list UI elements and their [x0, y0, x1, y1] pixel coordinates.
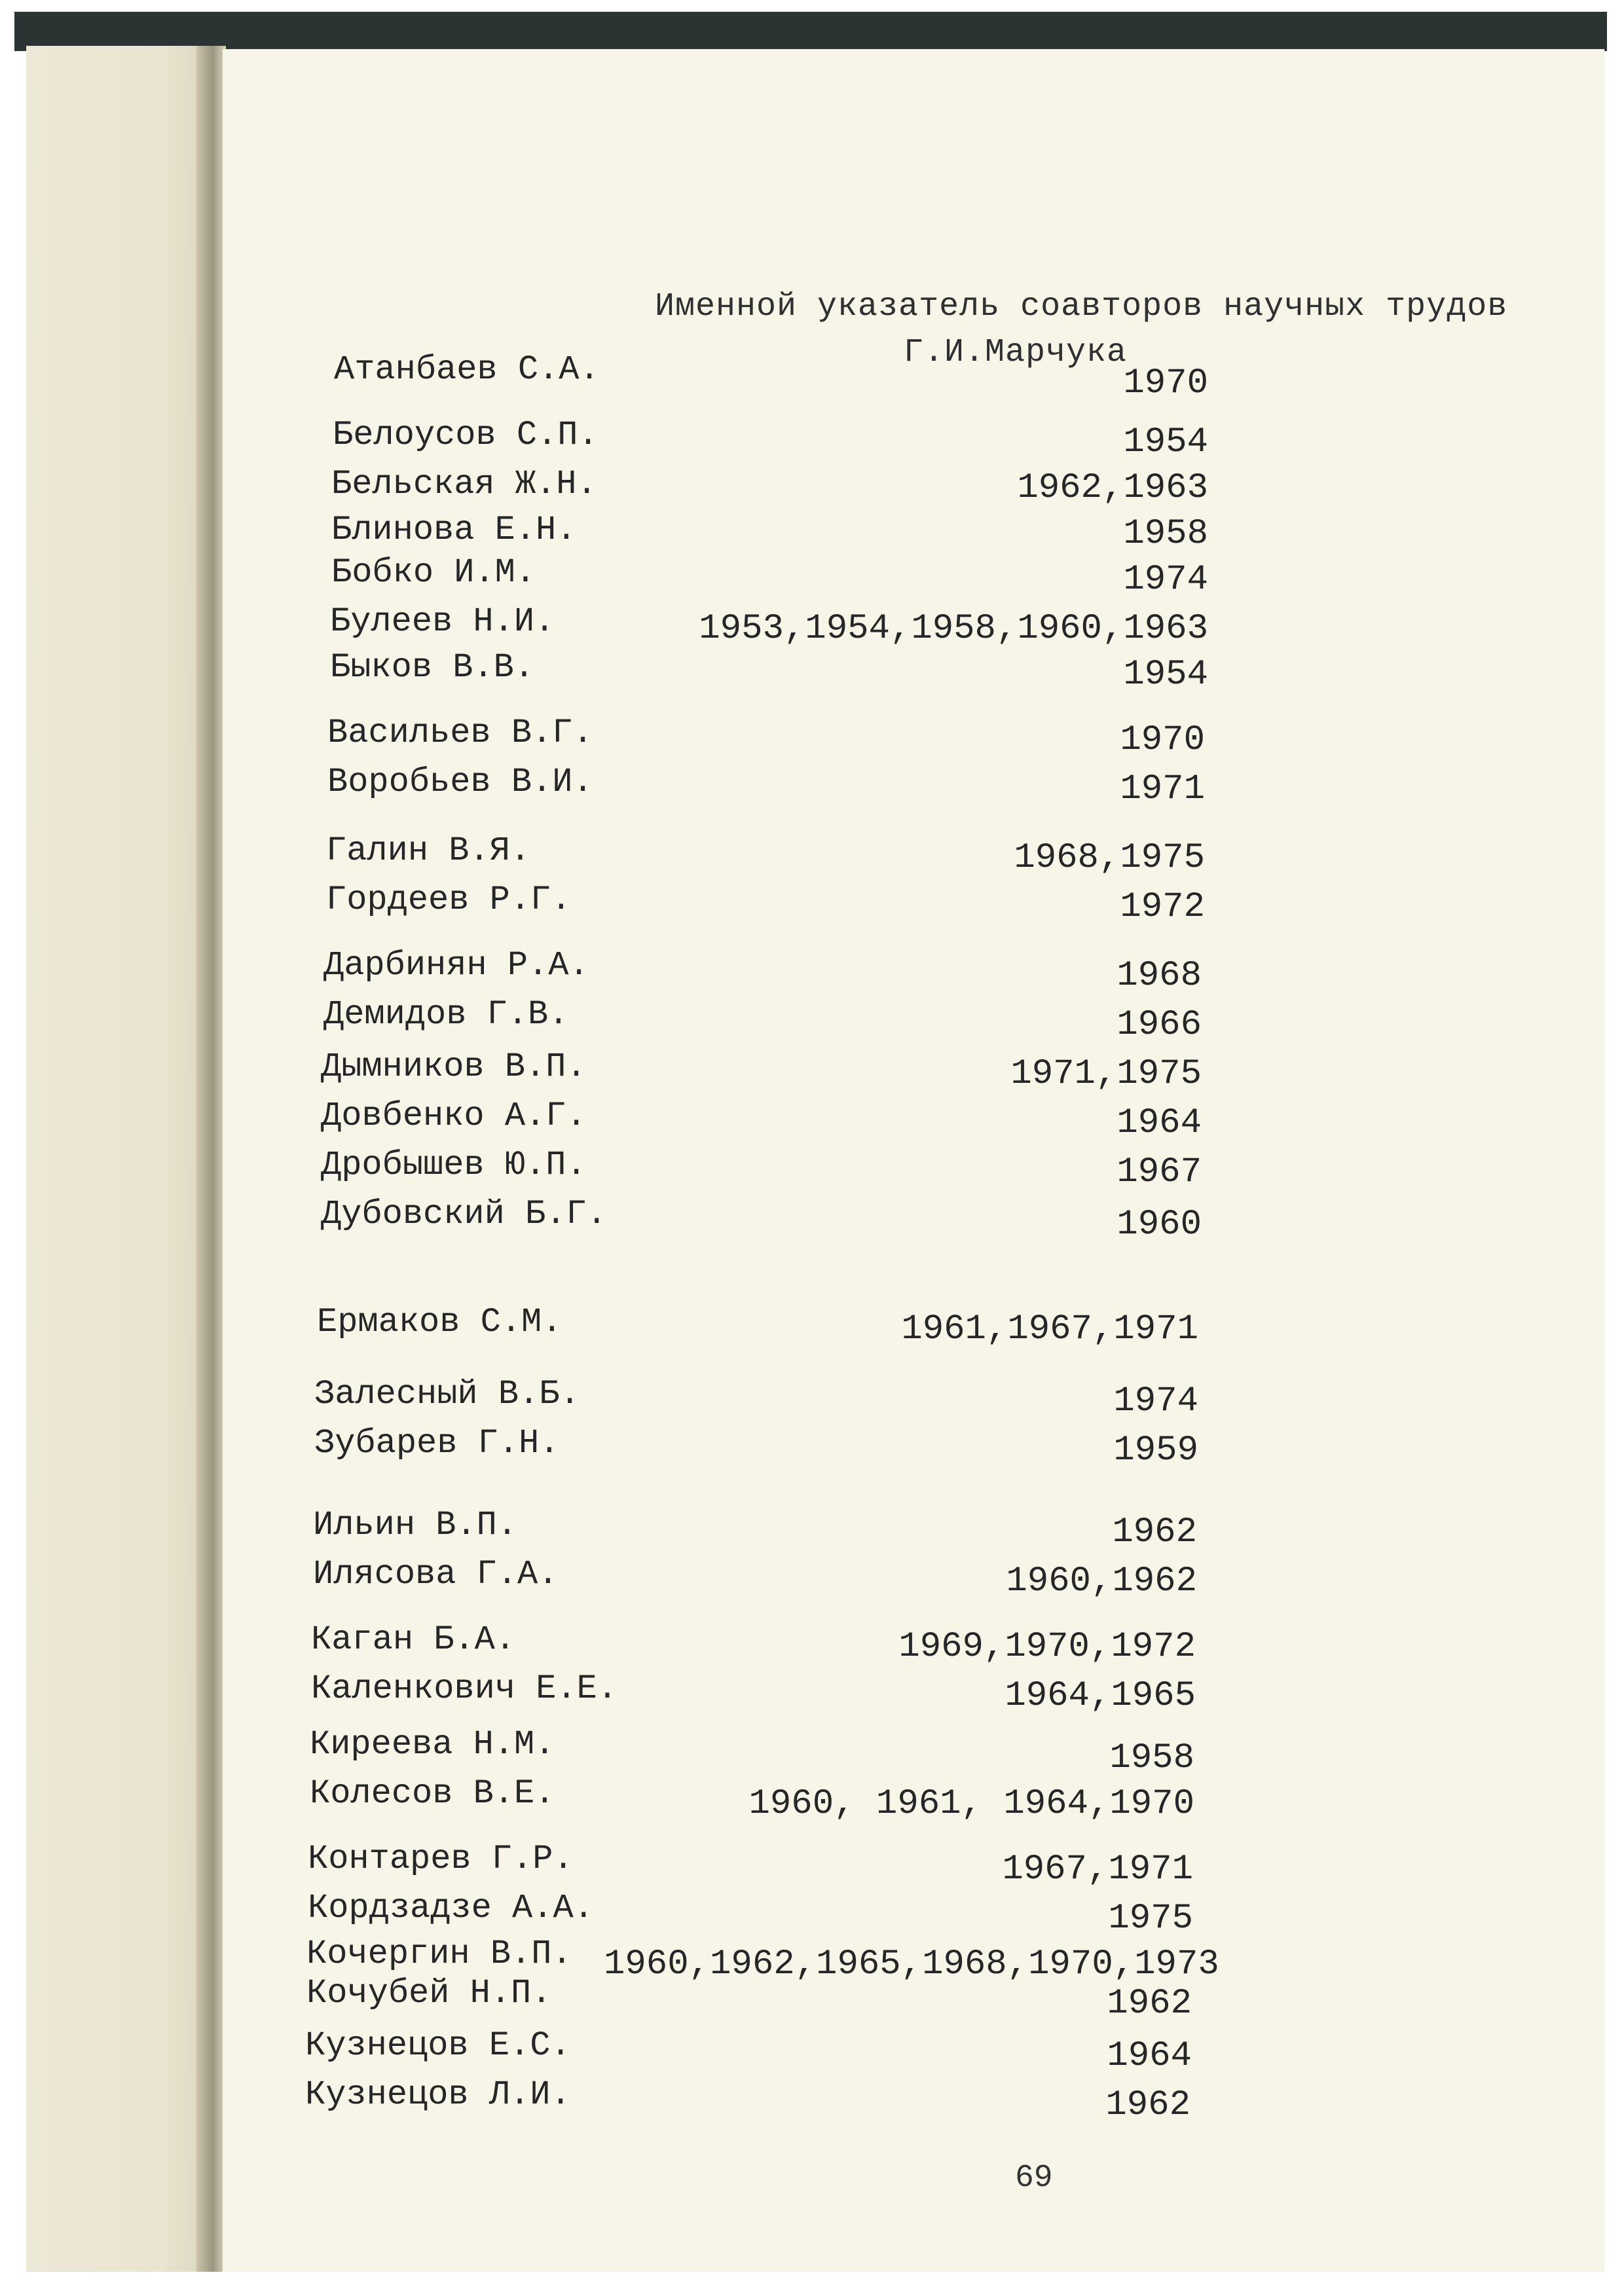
coauthor-name: Булеев Н.И. — [330, 602, 555, 641]
coauthor-years: 1970 — [1123, 363, 1208, 403]
coauthor-years: 1960, 1961, 1964,1970 — [748, 1784, 1194, 1824]
coauthor-years: 1961,1967,1971 — [901, 1309, 1198, 1349]
coauthor-years: 1971,1975 — [1010, 1054, 1202, 1094]
coauthor-name: Кочубей Н.П. — [306, 1974, 552, 2013]
coauthor-years: 1964 — [1116, 1103, 1202, 1143]
coauthor-name: Каленкович Е.Е. — [311, 1669, 618, 1708]
coauthor-name: Ильин В.П. — [313, 1506, 518, 1544]
coauthor-years: 1967 — [1116, 1152, 1202, 1192]
coauthor-years: 1967,1971 — [1002, 1850, 1193, 1889]
coauthor-years: 1968 — [1116, 956, 1202, 996]
coauthor-years: 1968,1975 — [1014, 838, 1205, 878]
coauthor-years: 1953,1954,1958,1960,1963 — [699, 609, 1208, 649]
coauthor-name: Контарев Г.Р. — [308, 1840, 574, 1878]
coauthor-name: Воробьев В.И. — [327, 763, 593, 801]
coauthor-name: Белоусов С.П. — [333, 416, 599, 454]
document-subtitle: Г.И.Марчука — [904, 334, 1128, 371]
coauthor-name: Дымников В.П. — [321, 1048, 587, 1086]
page-number: 69 — [1015, 2160, 1053, 2196]
coauthor-years: 1962 — [1105, 2085, 1190, 2125]
coauthor-name: Васильев В.Г. — [327, 714, 593, 752]
coauthor-years: 1960,1962,1965,1968,1970,1973 — [604, 1944, 1219, 1984]
document-page — [223, 49, 1604, 2272]
coauthor-years: 1959 — [1113, 1430, 1198, 1470]
coauthor-years: 1964 — [1107, 2036, 1192, 2076]
coauthor-name: Блинова Е.Н. — [331, 511, 577, 549]
coauthor-name: Демидов Г.В. — [323, 995, 569, 1034]
coauthor-name: Кузнецов Е.С. — [305, 2026, 571, 2065]
coauthor-name: Галин В.Я. — [326, 831, 531, 870]
coauthor-name: Кузнецов Л.И. — [305, 2075, 571, 2114]
coauthor-name: Киреева Н.М. — [310, 1725, 555, 1764]
document-title: Именной указатель соавторов научных трудов — [655, 288, 1508, 325]
coauthor-years: 1962 — [1112, 1512, 1197, 1552]
coauthor-years: 1974 — [1123, 560, 1208, 600]
facing-page — [26, 46, 223, 2272]
coauthor-name: Илясова Г.А. — [313, 1555, 559, 1594]
coauthor-years: 1974 — [1113, 1381, 1198, 1421]
coauthor-years: 1966 — [1116, 1005, 1202, 1045]
coauthor-name: Атанбаев С.А. — [334, 350, 600, 389]
coauthor-name: Быков В.В. — [330, 648, 535, 687]
coauthor-years: 1954 — [1123, 422, 1208, 462]
coauthor-name: Бельская Ж.Н. — [331, 465, 597, 503]
coauthor-years: 1975 — [1108, 1899, 1193, 1939]
coauthor-name: Кордзадзе А.А. — [308, 1889, 594, 1927]
coauthor-name: Довбенко А.Г. — [321, 1097, 587, 1135]
coauthor-years: 1954 — [1123, 655, 1208, 695]
coauthor-name: Дробышев Ю.П. — [321, 1146, 587, 1184]
coauthor-name: Дарбинян Р.А. — [323, 946, 589, 985]
coauthor-years: 1964,1965 — [1005, 1676, 1196, 1716]
coauthor-name: Дубовский Б.Г. — [321, 1195, 607, 1233]
coauthor-name: Гордеев Р.Г. — [326, 881, 572, 919]
coauthor-years: 1962,1963 — [1017, 468, 1208, 508]
book-gutter — [196, 46, 226, 2272]
book-cover-edge — [14, 12, 1607, 51]
coauthor-years: 1971 — [1120, 769, 1205, 809]
coauthor-years: 1962 — [1107, 1984, 1192, 2024]
coauthor-years: 1958 — [1109, 1738, 1194, 1778]
coauthor-name: Ермаков С.М. — [317, 1303, 563, 1341]
coauthor-years: 1969,1970,1972 — [898, 1627, 1196, 1667]
coauthor-years: 1960,1962 — [1006, 1561, 1197, 1601]
coauthor-name: Залесный В.Б. — [314, 1375, 580, 1413]
coauthor-name: Зубарев Г.Н. — [314, 1424, 560, 1463]
coauthor-name: Бобко И.М. — [331, 553, 536, 592]
coauthor-name: Колесов В.Е. — [310, 1774, 555, 1813]
coauthor-years: 1970 — [1120, 720, 1205, 760]
coauthor-name: Кочергин В.П. — [306, 1935, 572, 1973]
coauthor-name: Каган Б.А. — [311, 1620, 516, 1659]
coauthor-years: 1958 — [1123, 514, 1208, 554]
coauthor-years: 1960 — [1116, 1205, 1202, 1245]
coauthor-years: 1972 — [1120, 887, 1205, 927]
